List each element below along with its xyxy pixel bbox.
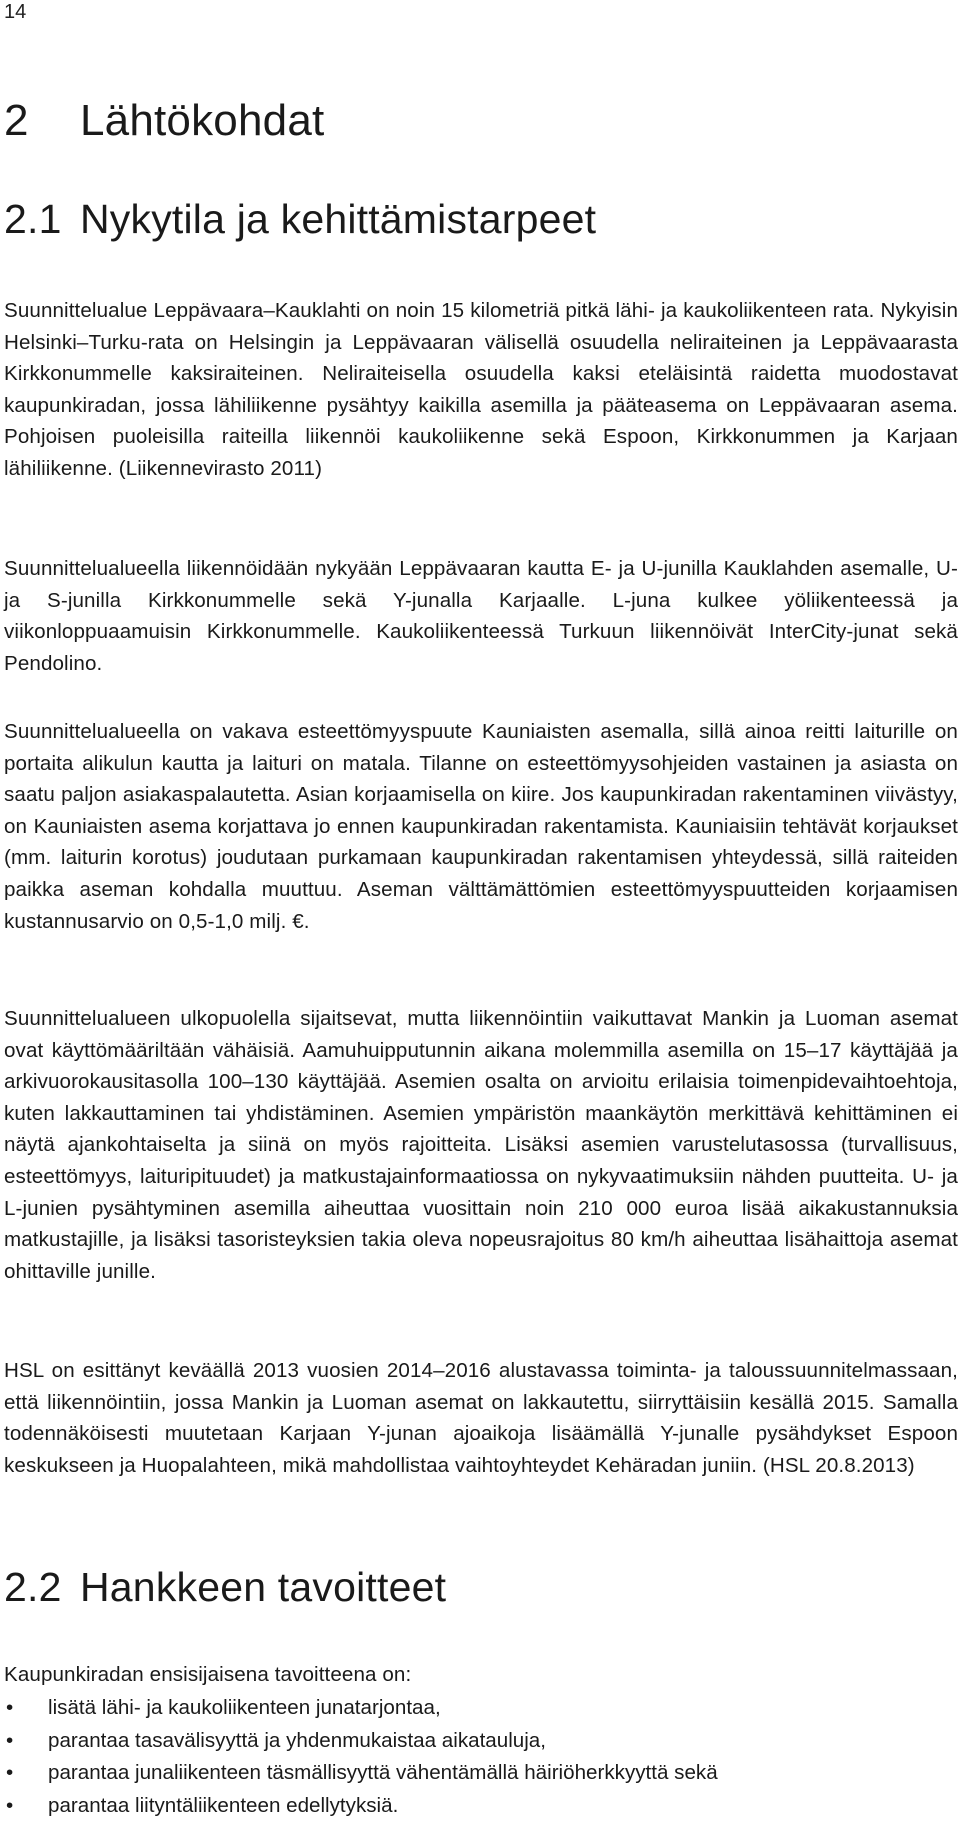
list-item-text: parantaa liityntäliikenteen edellytyksiä.: [48, 1793, 399, 1817]
paragraph-hsl-plan: HSL on esittänyt keväällä 2013 vuosien 2014–2016 alustavassa toiminta- ja taloussuunnitelmassaan, että liikennöintiin, jossa Mankin ja Luoman asemat on lakkautettu, siirryttäisiin kesällä 2015. Samalla todennäköisesti muutetaan Karjaan Y-junan ajoaikoja lisäämällä Y-junalle pysähdykset Espoon keskukseen ja Huopalahteen, mikä mahdollistaa vaihtoyhteydet Kehäradan juniin. (HSL 20.8.2013): [4, 1359, 958, 1477]
list-item-text: lisätä lähi- ja kaukoliikenteen junatarjontaa,: [48, 1696, 441, 1719]
paragraph-current-state: Suunnittelualue Leppävaara–Kauklahti on noin 15 kilometriä pitkä lähi- ja kaukoliikenteen rata. Nykyisin Helsinki–Turku-rata on Helsingin ja Leppävaaran välisellä osuudella neliraiteinen ja Leppävaarasta Kirkkonummelle kaksiraiteinen. Neliraiteisella osuudella kaksi eteläisintä raidetta muodostavat kaupunkiradan, jossa lähiliikenne pysähtyy kaikilla asemilla ja pääteasema on Leppävaaran asema. Pohjoisen puoleisilla raiteilla liikennöi kaukoliikenne sekä Espoon, Kirkkonummen ja Karjaan lähiliikenne. (Liikennevirasto 2011): [4, 299, 958, 480]
paragraph-train-services: Suunnittelualueella liikennöidään nykyään Leppävaaran kautta E- ja U-junilla Kauklahden asemalle, U- ja S-junilla Kirkkonummelle sekä Y-junalla Karjaalle. L-juna kulkee yöliikenteessä ja viikonloppuaamuisin Kirkkonummelle. Kaukoliikenteessä Turkuun liikennöivät InterCity-junat sekä Pendolino.: [4, 557, 958, 675]
section-heading-2-1: [4, 194, 596, 244]
section-number: 2.2: [4, 1564, 62, 1610]
bullet-icon: •: [6, 1793, 14, 1817]
section-title: Hankkeen tavoitteet: [80, 1564, 447, 1610]
section-heading-2-2: [4, 1562, 446, 1612]
paragraph-mankki-luoma: Suunnittelualueen ulkopuolella sijaitsevat, mutta liikennöintiin vaikuttavat Mankin ja Luoman asemat ovat käyttömääriltään vähäisiä. Aamuhuipputunnin aikana molemmilla asemilla on 15–17 käyttäjää ja arkivuorokausitasolla 100–130 käyttäjää. Asemien osalta on arvioitu erilaisia toimenpidevaihtoehtoja, kuten lakkauttaminen tai yhdistäminen. Asemien ympäristön maankäytön merkittävä kehittäminen ei näytä ajankohtaiselta ja siinä on myös rajoitteita. Lisäksi asemien varustelutasossa (turvallisuus, esteettömyys, laituripituudet) ja matkustajainformaatiossa on nykyvaatimuksiin nähden puutteita. U- ja L-junien pysähtyminen asemilla aiheuttaa vuosittain noin 210 000 euroa lisää aikakustannuksia matkustajille, ja lisäksi tasoristeyksien takia oleva nopeusrajoitus 80 km/h aiheuttaa lisähaittoja asemat ohittaville junille.: [4, 1007, 958, 1283]
bullet-icon: •: [6, 1761, 14, 1784]
goals-intro: Kaupunkiradan ensisijaisena tavoitteena on:: [4, 1663, 412, 1686]
goals-list: [4, 1692, 954, 1822]
list-item: [4, 1725, 954, 1758]
bullet-icon: •: [6, 1728, 14, 1752]
list-item-text: parantaa tasavälisyyttä ja yhdenmukaistaa aikatauluja,: [48, 1728, 546, 1752]
section-number: 2.1: [4, 196, 62, 242]
list-item: [4, 1790, 954, 1823]
bullet-icon: •: [6, 1696, 14, 1719]
list-item: [4, 1757, 954, 1790]
paragraph-accessibility: Suunnittelualueella on vakava esteettömyyspuute Kauniaisten asemalla, sillä ainoa reitti laiturille on portaita alikulun kautta ja laituri on matala. Tilanne on esteettömyysohjeiden vastainen ja asiasta on saatu paljon asiakaspalautetta. Asian korjaamisella on kiire. Jos kaupunkiradan rakentaminen viivästyy, on Kauniaisten asema korjattava jo ennen kaupunkiradan rakentamista. Kauniaisiin tehtävät korjaukset (mm. laiturin korotus) joudutaan purkamaan kaupunkiradan rakentamisen yhteydessä, sillä raiteiden paikka aseman kohdalla muuttuu. Aseman välttämättömien esteettömyyspuutteiden korjaamisen kustannusarvio on 0,5-1,0 milj. €.: [4, 720, 958, 933]
list-item: [4, 1692, 954, 1725]
chapter-number: 2: [4, 96, 29, 145]
section-title: Nykytila ja kehittämistarpeet: [80, 196, 597, 242]
chapter-heading: [4, 94, 324, 148]
chapter-title: Lähtökohdat: [80, 96, 325, 145]
page-number: 14: [4, 1, 27, 23]
list-item-text: parantaa junaliikenteen täsmällisyyttä vähentämällä häiriöherkkyyttä sekä: [48, 1761, 718, 1784]
